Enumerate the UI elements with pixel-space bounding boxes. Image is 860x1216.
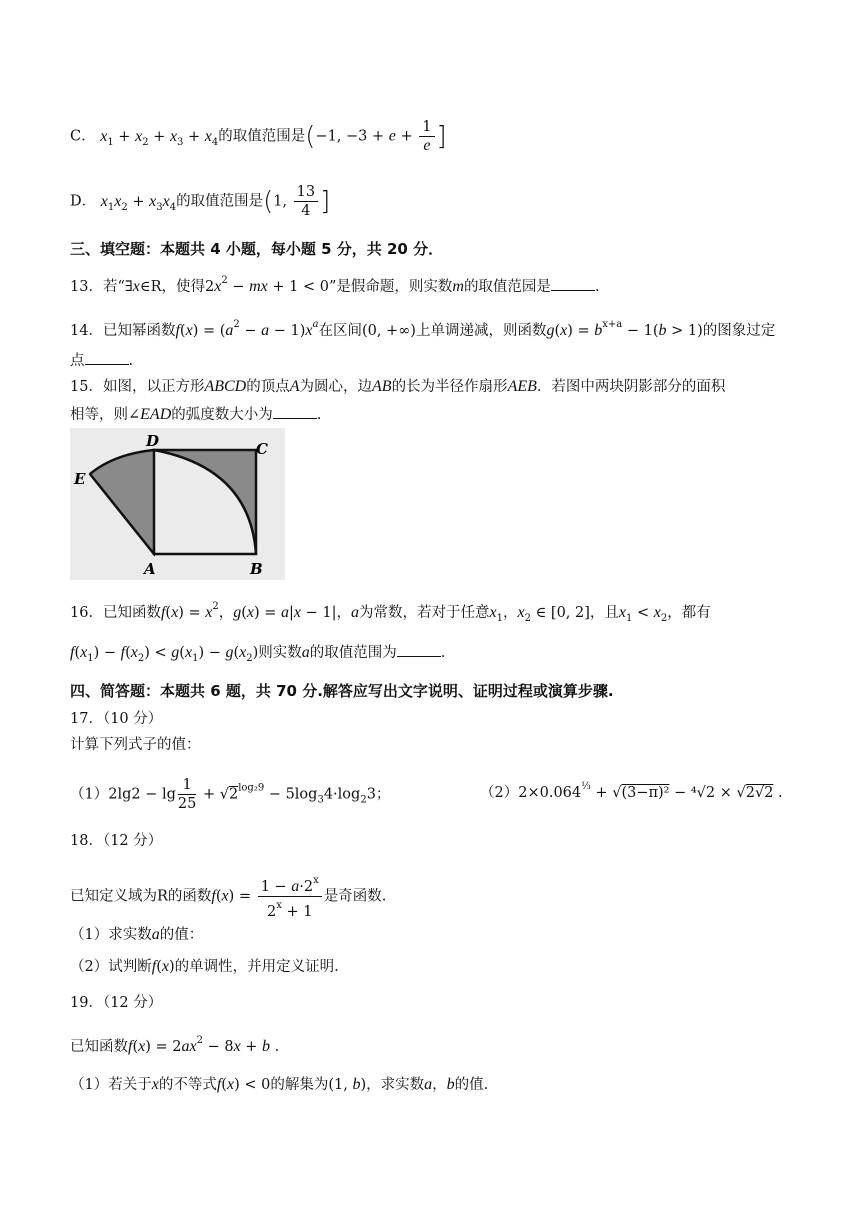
- q16-text-4: ，都有: [667, 605, 711, 621]
- q14-period: .: [128, 353, 134, 369]
- option-c-formula: $x_1 + x_2 + x_3 + x_4$: [100, 127, 219, 148]
- label-a: A: [144, 560, 156, 578]
- q17-part-1: （1）2lg2 − lg $\frac{1}{25}$ + $√2^{log_29} - 5\log_34\cdot\log_23$；: [70, 777, 391, 812]
- q19-statement: 已知函数$f(x) = 2ax^2 - 8x + b$ .: [70, 1035, 280, 1055]
- q13-text-3: ”是假命题，则实数: [328, 279, 453, 295]
- q17-part-2: $(2)2\times 0.064^{\frac{1}{3}} + √(3-\pi)^2 - ^4√2 \times √2√2$ .: [480, 781, 783, 801]
- square-sector-diagram: [70, 428, 285, 580]
- q19-part-1-text: （1）若关于: [70, 1077, 152, 1093]
- q19-part-1: （1）若关于x的不等式f(x) < 0的解集为(1, b)，求实数a，b的值.: [70, 1076, 489, 1093]
- q19-part-1-text-c: 的解集为: [270, 1077, 329, 1093]
- option-d-text: 的取值范围是: [176, 193, 264, 210]
- q18-part-1: （1）求实数a的值：: [70, 926, 204, 943]
- q13-text-2: ，使得: [161, 279, 206, 295]
- question-15: 15．如图，以正方形ABCD的顶点A为圆心，边AB的长为半径作扇形AEB．若图中两块阴影部分的面积: [70, 378, 726, 395]
- q16-number: 16．: [70, 605, 103, 621]
- q13-text-4: 的取值范园是: [463, 279, 551, 295]
- section-4-heading: 四、简答题：本题共 6 题，共 70 分.解答应写出文字说明、证明过程或演算步骤.: [70, 682, 614, 700]
- q15-period: .: [316, 407, 322, 423]
- q18-text-3: 是奇函数.: [323, 888, 387, 905]
- q17-part-2-label: （2）: [480, 785, 519, 801]
- label-d: D: [146, 432, 160, 450]
- q14-text-5: 点: [70, 353, 85, 369]
- q16-answer-blank[interactable]: [397, 642, 441, 657]
- q14-text-2: 在区间: [318, 323, 362, 339]
- q18-part-1-text-b: 的值：: [159, 927, 204, 943]
- q15-text-3: 为圆心，边: [299, 379, 373, 395]
- question-14-line-2: [70, 350, 133, 372]
- option-d-formula: $x_1x_2 + x_3x_4$: [100, 192, 177, 213]
- q18-part-1-text: （1）求实数: [70, 927, 152, 943]
- question-13: 13．若“∃x∈R，使得$2x^2$ − mx + 1 < 0”是假命题，则实数m的取值范园是 .: [70, 275, 600, 295]
- q19-part-1-text-b: 的不等式: [158, 1077, 217, 1093]
- q16-period: .: [440, 645, 446, 661]
- option-c: C． $x_1 + x_2 + x_3 + x_4$的取值范围是(−1, −3 + e + $\frac{1}{e}$ ]: [70, 119, 447, 154]
- q19-heading: 19．（12 分）: [70, 995, 163, 1011]
- q18-part-2: （2）试判断f(x)的单调性，并用定义证明.: [70, 958, 339, 975]
- q13-text-1: 若“: [102, 279, 125, 295]
- q15-text-4: 的长为半径作扇形: [391, 379, 508, 395]
- q13-number: 13．: [70, 279, 103, 295]
- q15-text-6: 相等，则: [70, 407, 128, 423]
- q17-heading: 17．（10 分）: [70, 711, 163, 727]
- q19-part-1-text-e: 的值.: [454, 1077, 489, 1093]
- q14-text-4: 的图象过定: [702, 323, 776, 339]
- q16-text-1: 已知函数: [102, 605, 161, 621]
- label-c: C: [256, 440, 268, 458]
- question-14: 14．已知幂函数$f(x) = (a^2 - a - 1)x^a$在区间(0, +∞)上单调递减，则函数$g(x) = b^{x+a} - 1(b > 1)$的图象过定: [70, 319, 776, 339]
- q14-answer-blank[interactable]: [85, 350, 129, 365]
- option-d-label: D．: [70, 193, 97, 210]
- q16-text-3: ，且: [589, 605, 619, 621]
- q15-figure: [70, 428, 285, 580]
- q18-part-2-text-b: 的单调性，并用定义证明.: [174, 959, 339, 975]
- q16-text-6: 的取值范围为: [309, 645, 397, 661]
- q14-text-3: 上单调递减，则函数: [415, 323, 547, 339]
- q18-text-2: 的函数: [167, 888, 212, 905]
- section-3-heading: 三、填空题：本题共 4 小题，每小题 5 分，共 20 分．: [70, 240, 444, 258]
- label-b: B: [250, 560, 263, 578]
- q13-period: .: [594, 279, 600, 295]
- q17-part-1-label: （1）: [70, 786, 109, 803]
- question-15-line-2: 相等，则∠EAD的弧度数大小为 .: [70, 406, 322, 423]
- q16-text-2: 为常数，若对于任意: [359, 605, 490, 621]
- q15-number: 15．: [70, 379, 103, 395]
- q18-text-1: 已知定义域为: [70, 888, 157, 905]
- question-16: 16．已知函数$f(x) = x^2$，g(x) = a|x − 1|，a为常数，若对于任意$x_1$，$x_2$ ∈ [0, 2]，且$x_1 < x_2$，都有: [70, 601, 711, 624]
- option-c-label: C．: [70, 128, 96, 145]
- q18-heading: 18．（12 分）: [70, 833, 163, 849]
- q13-answer-blank[interactable]: [551, 276, 595, 291]
- q19-text-1: 已知函数: [70, 1039, 128, 1055]
- q14-text-1: 已知幂函数: [102, 323, 176, 339]
- q15-text-2: 的顶点: [246, 379, 290, 395]
- q15-text-7: 的弧度数大小为: [171, 407, 273, 423]
- q15-text-5: ．若图中两块阴影部分的面积: [536, 379, 726, 395]
- q19-part-1-text-d: ，求实数: [366, 1077, 425, 1093]
- q18-part-2-text: （2）试判断: [70, 959, 152, 975]
- label-e: E: [74, 470, 86, 488]
- option-d: D． $x_1x_2 + x_3x_4$的取值范围是(1, $\frac{13}{4}$ ]: [70, 184, 331, 219]
- q18-statement: 已知定义域为R的函数f(x) = $\frac{1 - a\cdot 2^x}{2^x + 1}$ 是奇函数.: [70, 872, 386, 921]
- option-c-text: 的取值范围是: [218, 128, 306, 145]
- q15-answer-blank[interactable]: [273, 404, 317, 419]
- q16-text-5: 则实数: [258, 645, 302, 661]
- q17-intro: 计算下列式子的值：: [70, 737, 201, 753]
- question-16-line-2: $f(x_1) - f(x_2) < g(x_1) - g(x_2)$则实数a的取值范围为 .: [70, 644, 446, 664]
- q14-number: 14．: [70, 323, 103, 339]
- q15-text-1: 如图，以正方形: [102, 379, 205, 395]
